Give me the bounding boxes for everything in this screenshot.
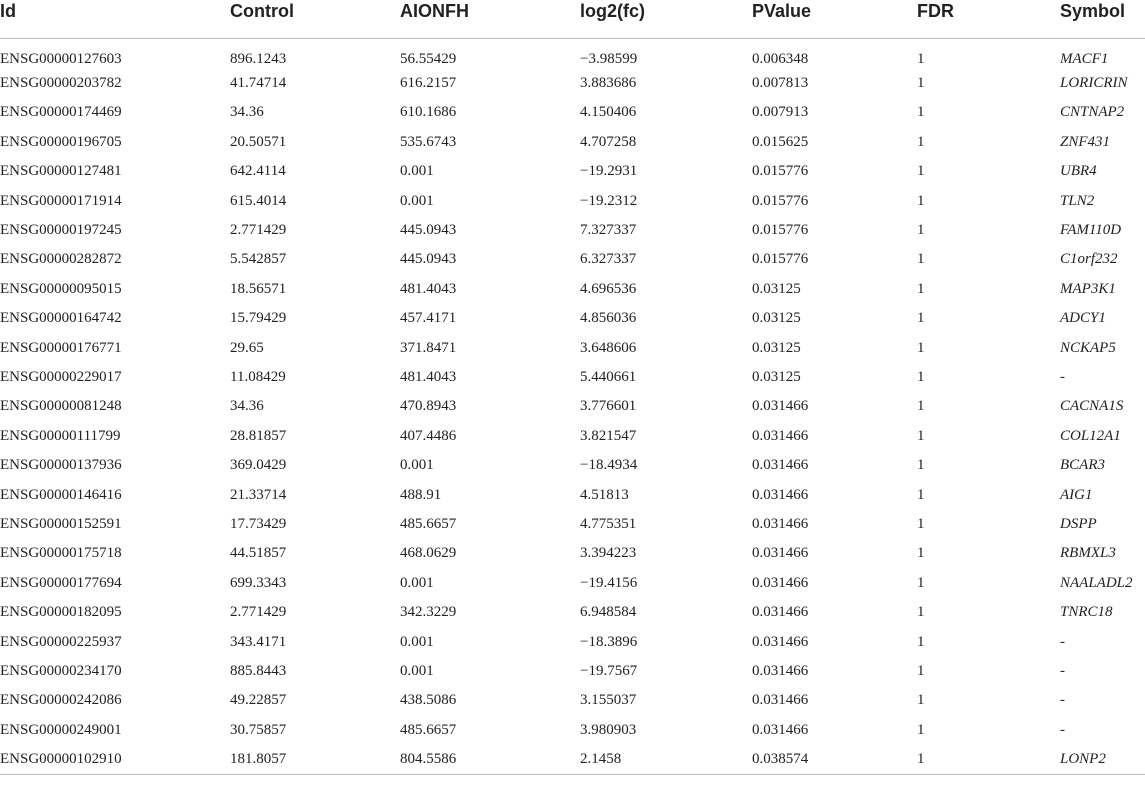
cell-fdr: 1 — [917, 574, 925, 591]
cell-aionfh: 445.0943 — [400, 222, 457, 239]
column-header-pvalue: PValue — [752, 0, 917, 39]
cell-symbol: FAM110D — [1060, 222, 1122, 239]
cell-symbol: NAALADL2 — [1060, 574, 1133, 591]
cell-aionfh: 804.5586 — [400, 744, 580, 774]
table-row — [0, 539, 1145, 568]
cell-log2fc: 4.707258 — [580, 133, 637, 150]
cell-id: ENSG00000127603 — [0, 50, 122, 67]
cell-log2fc: 2.1458 — [580, 744, 752, 774]
table-row — [0, 215, 1145, 244]
cell-id: ENSG00000095015 — [0, 280, 122, 297]
cell-pvalue: 0.031466 — [752, 662, 809, 679]
cell-control: 2.771429 — [230, 222, 287, 239]
cell-symbol: ADCY1 — [1060, 310, 1106, 327]
cell-log2fc: −19.2312 — [580, 192, 638, 209]
cell-log2fc: −19.4156 — [580, 574, 638, 591]
table-row — [0, 274, 1145, 303]
table-row — [0, 480, 1145, 509]
cell-fdr: 1 — [917, 251, 925, 268]
cell-control: 41.74714 — [230, 75, 287, 92]
cell-log2fc: 4.856036 — [580, 310, 637, 327]
table-row — [0, 597, 1145, 626]
cell-control: 343.4171 — [230, 633, 287, 650]
cell-id: ENSG00000203782 — [0, 75, 122, 92]
cell-symbol: LORICRIN — [1060, 75, 1128, 92]
cell-log2fc: 6.327337 — [580, 251, 637, 268]
cell-aionfh: 485.6657 — [400, 515, 457, 532]
cell-control: 34.36 — [230, 104, 264, 121]
cell-pvalue: 0.015776 — [752, 192, 809, 209]
cell-control: 44.51857 — [230, 545, 287, 562]
cell-fdr: 1 — [917, 310, 925, 327]
table-row — [0, 245, 1145, 274]
cell-id: ENSG00000242086 — [0, 692, 122, 709]
cell-symbol: ZNF431 — [1060, 133, 1111, 150]
cell-pvalue: 0.007913 — [752, 104, 809, 121]
cell-fdr: 1 — [917, 104, 925, 121]
cell-control: 181.8057 — [230, 744, 400, 774]
cell-control: 18.56571 — [230, 280, 287, 297]
cell-log2fc: 5.440661 — [580, 368, 637, 385]
cell-pvalue: 0.03125 — [752, 280, 801, 297]
cell-fdr: 1 — [917, 515, 925, 532]
cell-aionfh: 438.5086 — [400, 692, 457, 709]
column-header-symbol: Symbol — [1060, 0, 1145, 39]
cell-id: ENSG00000182095 — [0, 604, 122, 621]
cell-log2fc: 4.150406 — [580, 104, 637, 121]
cell-pvalue: 0.031466 — [752, 604, 809, 621]
header-row — [0, 0, 1145, 39]
cell-pvalue: 0.031466 — [752, 574, 809, 591]
cell-pvalue: 0.031466 — [752, 721, 809, 738]
column-header-aionfh: AIONFH — [400, 0, 580, 39]
column-header-control: Control — [230, 0, 400, 39]
cell-aionfh: 616.2157 — [400, 75, 457, 92]
cell-control: 21.33714 — [230, 486, 287, 503]
cell-id: ENSG00000176771 — [0, 339, 122, 356]
table-row — [0, 450, 1145, 479]
cell-pvalue: 0.031466 — [752, 633, 809, 650]
cell-pvalue: 0.015776 — [752, 251, 809, 268]
cell-control: 15.79429 — [230, 310, 287, 327]
table-row — [0, 304, 1145, 333]
cell-symbol: - — [1060, 368, 1065, 385]
cell-log2fc: −18.4934 — [580, 457, 638, 474]
cell-symbol: DSPP — [1060, 515, 1097, 532]
cell-fdr: 1 — [917, 486, 925, 503]
cell-aionfh: 470.8943 — [400, 398, 457, 415]
cell-aionfh: 610.1686 — [400, 104, 457, 121]
cell-fdr: 1 — [917, 280, 925, 297]
cell-id: ENSG00000127481 — [0, 163, 122, 180]
cell-fdr: 1 — [917, 633, 925, 650]
cell-log2fc: 3.980903 — [580, 721, 637, 738]
table-row — [0, 421, 1145, 450]
cell-aionfh: 485.6657 — [400, 721, 457, 738]
cell-fdr: 1 — [917, 398, 925, 415]
cell-fdr: 1 — [917, 75, 925, 92]
cell-pvalue: 0.031466 — [752, 427, 809, 444]
table-row — [0, 509, 1145, 538]
table-row — [0, 186, 1145, 215]
cell-aionfh: 0.001 — [400, 457, 434, 474]
cell-aionfh: 0.001 — [400, 633, 434, 650]
table-body — [0, 39, 1145, 775]
table-row — [0, 392, 1145, 421]
cell-pvalue: 0.031466 — [752, 457, 809, 474]
table-row — [0, 362, 1145, 391]
cell-log2fc: 3.155037 — [580, 692, 637, 709]
cell-id: ENSG00000175718 — [0, 545, 122, 562]
cell-aionfh: 445.0943 — [400, 251, 457, 268]
cell-fdr: 1 — [917, 339, 925, 356]
cell-log2fc: 3.883686 — [580, 75, 637, 92]
cell-fdr: 1 — [917, 545, 925, 562]
cell-fdr: 1 — [917, 192, 925, 209]
cell-id: ENSG00000102910 — [0, 744, 230, 774]
cell-pvalue: 0.031466 — [752, 398, 809, 415]
table-row — [0, 127, 1145, 156]
cell-symbol: MACF1 — [1060, 50, 1109, 67]
cell-id: ENSG00000137936 — [0, 457, 122, 474]
cell-fdr: 1 — [917, 604, 925, 621]
cell-control: 642.4114 — [230, 163, 286, 180]
cell-symbol: C1orf232 — [1060, 251, 1118, 268]
table-row — [0, 333, 1145, 362]
cell-id: ENSG00000225937 — [0, 633, 122, 650]
cell-pvalue: 0.007813 — [752, 75, 809, 92]
cell-log2fc: 4.51813 — [580, 486, 629, 503]
table-row — [0, 98, 1145, 127]
cell-control: 5.542857 — [230, 251, 287, 268]
table-row — [0, 686, 1145, 715]
cell-symbol: - — [1060, 633, 1065, 650]
cell-symbol: RBMXL3 — [1060, 545, 1116, 562]
cell-control: 28.81857 — [230, 427, 287, 444]
cell-log2fc: 3.776601 — [580, 398, 637, 415]
table-row — [0, 157, 1145, 186]
cell-log2fc: 4.775351 — [580, 515, 637, 532]
cell-aionfh: 481.4043 — [400, 368, 457, 385]
cell-pvalue: 0.031466 — [752, 545, 809, 562]
cell-log2fc: −18.3896 — [580, 633, 638, 650]
cell-fdr: 1 — [917, 163, 925, 180]
cell-pvalue: 0.03125 — [752, 310, 801, 327]
cell-symbol: - — [1060, 721, 1065, 738]
cell-pvalue: 0.015625 — [752, 133, 809, 150]
cell-fdr: 1 — [917, 427, 925, 444]
cell-pvalue: 0.015776 — [752, 163, 809, 180]
cell-symbol: TNRC18 — [1060, 604, 1113, 621]
cell-log2fc: 3.394223 — [580, 545, 637, 562]
cell-control: 49.22857 — [230, 692, 287, 709]
cell-symbol: UBR4 — [1060, 163, 1097, 180]
cell-fdr: 1 — [917, 50, 925, 67]
cell-log2fc: −19.7567 — [580, 662, 638, 679]
cell-log2fc: 6.948584 — [580, 604, 637, 621]
cell-id: ENSG00000174469 — [0, 104, 122, 121]
cell-aionfh: 407.4486 — [400, 427, 457, 444]
table-row — [0, 627, 1145, 656]
cell-log2fc: −3.98599 — [580, 50, 638, 67]
cell-symbol: LONP2 — [1060, 744, 1145, 774]
cell-control: 11.08429 — [230, 368, 286, 385]
cell-symbol: AIG1 — [1060, 486, 1093, 503]
cell-symbol: NCKAP5 — [1060, 339, 1116, 356]
cell-control: 885.8443 — [230, 662, 287, 679]
cell-pvalue: 0.015776 — [752, 222, 809, 239]
cell-fdr: 1 — [917, 368, 925, 385]
cell-symbol: MAP3K1 — [1060, 280, 1116, 297]
cell-pvalue: 0.038574 — [752, 744, 917, 774]
column-header-fdr: FDR — [917, 0, 1060, 39]
cell-symbol: CACNA1S — [1060, 398, 1124, 415]
cell-id: ENSG00000249001 — [0, 721, 122, 738]
cell-symbol: - — [1060, 662, 1065, 679]
cell-id: ENSG00000081248 — [0, 398, 122, 415]
cell-id: ENSG00000197245 — [0, 222, 122, 239]
cell-aionfh: 535.6743 — [400, 133, 457, 150]
table-header — [0, 0, 1145, 39]
cell-fdr: 1 — [917, 457, 925, 474]
cell-symbol: COL12A1 — [1060, 427, 1121, 444]
cell-control: 30.75857 — [230, 721, 287, 738]
cell-log2fc: 3.648606 — [580, 339, 637, 356]
cell-id: ENSG00000152591 — [0, 515, 122, 532]
cell-aionfh: 0.001 — [400, 192, 434, 209]
cell-control: 29.65 — [230, 339, 264, 356]
cell-symbol: CNTNAP2 — [1060, 104, 1125, 121]
cell-control: 2.771429 — [230, 604, 287, 621]
cell-symbol: - — [1060, 692, 1065, 709]
cell-aionfh: 0.001 — [400, 662, 434, 679]
cell-log2fc: 3.821547 — [580, 427, 637, 444]
cell-pvalue: 0.031466 — [752, 486, 809, 503]
cell-control: 369.0429 — [230, 457, 287, 474]
cell-id: ENSG00000164742 — [0, 310, 122, 327]
column-header-log2fc: log2(fc) — [580, 0, 752, 39]
cell-id: ENSG00000196705 — [0, 133, 122, 150]
cell-id: ENSG00000177694 — [0, 574, 122, 591]
cell-id: ENSG00000171914 — [0, 192, 122, 209]
cell-fdr: 1 — [917, 222, 925, 239]
cell-pvalue: 0.006348 — [752, 50, 809, 67]
cell-log2fc: 4.696536 — [580, 280, 637, 297]
cell-aionfh: 0.001 — [400, 574, 434, 591]
cell-control: 17.73429 — [230, 515, 287, 532]
cell-pvalue: 0.031466 — [752, 692, 809, 709]
cell-aionfh: 457.4171 — [400, 310, 457, 327]
cell-aionfh: 56.55429 — [400, 50, 457, 67]
cell-fdr: 1 — [917, 692, 925, 709]
cell-fdr: 1 — [917, 721, 925, 738]
cell-aionfh: 0.001 — [400, 163, 434, 180]
cell-control: 699.3343 — [230, 574, 287, 591]
cell-pvalue: 0.03125 — [752, 368, 801, 385]
cell-aionfh: 481.4043 — [400, 280, 457, 297]
table-row — [0, 568, 1145, 597]
cell-control: 615.4014 — [230, 192, 287, 209]
cell-symbol: BCAR3 — [1060, 457, 1105, 474]
cell-aionfh: 342.3229 — [400, 604, 457, 621]
column-header-id: Id — [0, 0, 230, 39]
table-row — [0, 68, 1145, 97]
cell-aionfh: 371.8471 — [400, 339, 457, 356]
cell-pvalue: 0.031466 — [752, 515, 809, 532]
cell-id: ENSG00000146416 — [0, 486, 122, 503]
cell-id: ENSG00000229017 — [0, 368, 122, 385]
cell-log2fc: −19.2931 — [580, 163, 638, 180]
cell-fdr: 1 — [917, 744, 1060, 774]
cell-control: 34.36 — [230, 398, 264, 415]
cell-id: ENSG00000234170 — [0, 662, 122, 679]
cell-id: ENSG00000111799 — [0, 427, 121, 444]
table-row — [0, 656, 1145, 685]
cell-aionfh: 488.91 — [400, 486, 442, 503]
cell-control: 20.50571 — [230, 133, 287, 150]
cell-fdr: 1 — [917, 662, 925, 679]
cell-symbol: TLN2 — [1060, 192, 1095, 209]
cell-pvalue: 0.03125 — [752, 339, 801, 356]
cell-control: 896.1243 — [230, 50, 287, 67]
cell-aionfh: 468.0629 — [400, 545, 457, 562]
cell-fdr: 1 — [917, 133, 925, 150]
table-row — [0, 39, 1145, 69]
cell-id: ENSG00000282872 — [0, 251, 122, 268]
cell-log2fc: 7.327337 — [580, 222, 637, 239]
table-row — [0, 715, 1145, 744]
table-row — [0, 744, 1145, 774]
